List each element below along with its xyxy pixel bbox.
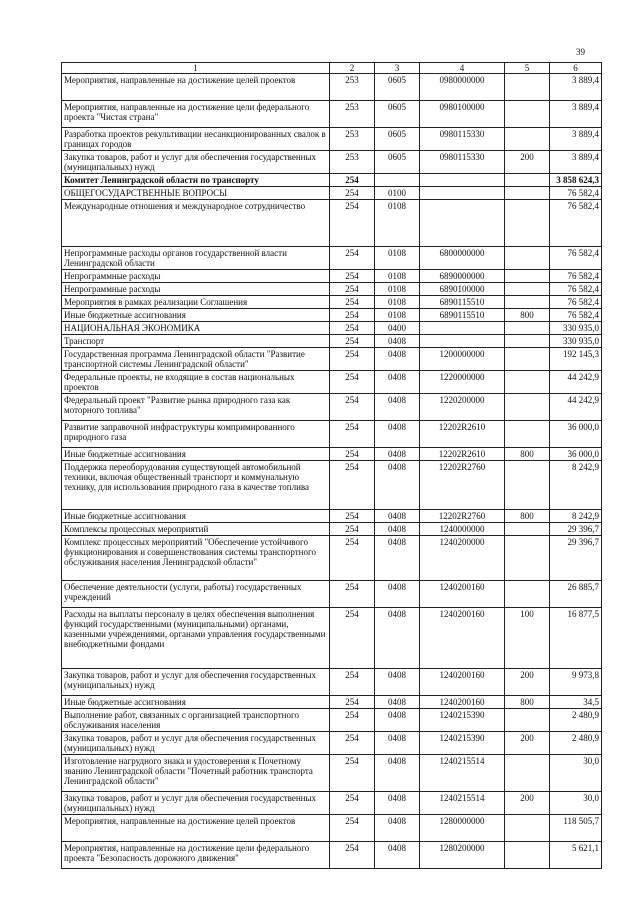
cell-code-2: 253 bbox=[330, 74, 375, 101]
cell-code-4: 12202R2610 bbox=[420, 448, 505, 461]
table-row bbox=[62, 792, 602, 815]
table-row bbox=[62, 608, 602, 669]
cell-code-2: 253 bbox=[330, 151, 375, 174]
cell-code-4: 1280000000 bbox=[420, 815, 505, 842]
table-row bbox=[62, 187, 602, 200]
cell-code-3: 0408 bbox=[375, 335, 420, 348]
cell-code-4: 1240200160 bbox=[420, 581, 505, 608]
table-row bbox=[62, 523, 602, 536]
cell-code-2: 254 bbox=[330, 523, 375, 536]
cell-code-2: 254 bbox=[330, 283, 375, 296]
cell-name: Комитет Ленинградской области по транспорту bbox=[62, 174, 330, 187]
cell-code-4: 1240200160 bbox=[420, 608, 505, 669]
cell-amount: 36 000,0 bbox=[550, 448, 602, 461]
cell-name: НАЦИОНАЛЬНАЯ ЭКОНОМИКА bbox=[62, 322, 330, 335]
cell-code-4: 0980115330 bbox=[420, 151, 505, 174]
cell-amount: 30,0 bbox=[550, 792, 602, 815]
cell-code-4: 1240215390 bbox=[420, 732, 505, 755]
cell-code-3: 0108 bbox=[375, 270, 420, 283]
cell-amount: 29 396,7 bbox=[550, 523, 602, 536]
cell-code-5: 200 bbox=[505, 732, 550, 755]
cell-code-4: 1220200000 bbox=[420, 394, 505, 421]
cell-code-4 bbox=[420, 322, 505, 335]
cell-code-5 bbox=[505, 283, 550, 296]
table-row bbox=[62, 128, 602, 151]
cell-code-4: 1240215514 bbox=[420, 755, 505, 792]
cell-name: Международные отношения и международное сотрудничество bbox=[62, 200, 330, 247]
cell-code-4: 1220000000 bbox=[420, 371, 505, 394]
header-cell-2: 2 bbox=[330, 63, 375, 74]
cell-code-3: 0605 bbox=[375, 101, 420, 128]
cell-code-3: 0408 bbox=[375, 842, 420, 869]
cell-code-3: 0605 bbox=[375, 151, 420, 174]
cell-code-2: 254 bbox=[330, 581, 375, 608]
cell-code-3: 0605 bbox=[375, 128, 420, 151]
cell-code-4: 1240215514 bbox=[420, 792, 505, 815]
cell-amount: 76 582,4 bbox=[550, 283, 602, 296]
cell-code-5 bbox=[505, 421, 550, 448]
cell-code-3: 0605 bbox=[375, 74, 420, 101]
cell-code-3: 0108 bbox=[375, 309, 420, 322]
table-row bbox=[62, 755, 602, 792]
cell-code-2: 254 bbox=[330, 348, 375, 371]
cell-code-2: 254 bbox=[330, 371, 375, 394]
cell-code-2: 254 bbox=[330, 815, 375, 842]
cell-code-3: 0108 bbox=[375, 283, 420, 296]
cell-code-4: 1240200000 bbox=[420, 536, 505, 581]
table-row bbox=[62, 732, 602, 755]
cell-name: Закупка товаров, работ и услуг для обеспечения государственных (муниципальных) нужд bbox=[62, 792, 330, 815]
table-row bbox=[62, 309, 602, 322]
cell-code-3: 0408 bbox=[375, 732, 420, 755]
cell-amount: 76 582,4 bbox=[550, 200, 602, 247]
cell-code-2: 254 bbox=[330, 792, 375, 815]
cell-code-2: 254 bbox=[330, 270, 375, 283]
cell-amount: 29 396,7 bbox=[550, 536, 602, 581]
header-cell-1: 1 bbox=[62, 63, 330, 74]
cell-amount: 16 877,5 bbox=[550, 608, 602, 669]
cell-code-3: 0400 bbox=[375, 322, 420, 335]
cell-name: Развитие заправочной инфраструктуры компримированного природного газа bbox=[62, 421, 330, 448]
budget-table bbox=[61, 62, 602, 869]
cell-code-3: 0100 bbox=[375, 187, 420, 200]
table-row bbox=[62, 283, 602, 296]
cell-code-5: 200 bbox=[505, 669, 550, 696]
cell-code-2: 254 bbox=[330, 536, 375, 581]
table-row bbox=[62, 709, 602, 732]
cell-code-4: 6890115510 bbox=[420, 296, 505, 309]
cell-code-4: 6890115510 bbox=[420, 309, 505, 322]
cell-code-5: 800 bbox=[505, 510, 550, 523]
cell-name: Разработка проектов рекультивации несанкционированных свалок в границах городов bbox=[62, 128, 330, 151]
cell-amount: 76 582,4 bbox=[550, 270, 602, 283]
table-row bbox=[62, 348, 602, 371]
cell-name: Изготовление нагрудного знака и удостоверения к Почетному званию Ленинградской области "Почетный работник транспорта Ленинградской области" bbox=[62, 755, 330, 792]
cell-amount: 76 582,4 bbox=[550, 296, 602, 309]
cell-code-5 bbox=[505, 842, 550, 869]
cell-code-4: 1240200160 bbox=[420, 696, 505, 709]
table-row bbox=[62, 421, 602, 448]
cell-name: Мероприятия, направленные на достижение цели федерального проекта "Безопасность дорожного движения" bbox=[62, 842, 330, 869]
cell-code-4: 6890000000 bbox=[420, 270, 505, 283]
cell-amount: 44 242,9 bbox=[550, 394, 602, 421]
table-row bbox=[62, 174, 602, 187]
table-row bbox=[62, 335, 602, 348]
cell-code-3: 0408 bbox=[375, 581, 420, 608]
cell-code-5 bbox=[505, 335, 550, 348]
cell-code-4: 1240000000 bbox=[420, 523, 505, 536]
cell-amount: 26 885,7 bbox=[550, 581, 602, 608]
cell-code-3: 0408 bbox=[375, 394, 420, 421]
cell-code-5 bbox=[505, 187, 550, 200]
table-row bbox=[62, 247, 602, 270]
cell-code-2: 254 bbox=[330, 296, 375, 309]
cell-amount: 330 935,0 bbox=[550, 322, 602, 335]
cell-code-3: 0408 bbox=[375, 696, 420, 709]
table-row bbox=[62, 371, 602, 394]
cell-amount: 3 889,4 bbox=[550, 128, 602, 151]
table-row bbox=[62, 322, 602, 335]
cell-code-2: 253 bbox=[330, 128, 375, 151]
cell-code-3: 0108 bbox=[375, 200, 420, 247]
cell-amount: 76 582,4 bbox=[550, 187, 602, 200]
cell-name: ОБЩЕГОСУДАРСТВЕННЫЕ ВОПРОСЫ bbox=[62, 187, 330, 200]
cell-code-5 bbox=[505, 371, 550, 394]
cell-code-3: 0408 bbox=[375, 755, 420, 792]
cell-name: Комплексы процессных мероприятий bbox=[62, 523, 330, 536]
cell-code-5 bbox=[505, 536, 550, 581]
cell-code-3: 0408 bbox=[375, 792, 420, 815]
cell-code-5 bbox=[505, 128, 550, 151]
cell-code-3 bbox=[375, 174, 420, 187]
cell-code-2: 254 bbox=[330, 608, 375, 669]
table-row bbox=[62, 151, 602, 174]
page-number: 39 bbox=[576, 47, 585, 57]
cell-code-3: 0408 bbox=[375, 510, 420, 523]
cell-amount: 3 889,4 bbox=[550, 101, 602, 128]
cell-code-5 bbox=[505, 755, 550, 792]
cell-amount: 36 000,0 bbox=[550, 421, 602, 448]
cell-name: Иные бюджетные ассигнования bbox=[62, 510, 330, 523]
cell-code-2: 254 bbox=[330, 709, 375, 732]
table-row bbox=[62, 669, 602, 696]
cell-code-3: 0408 bbox=[375, 523, 420, 536]
cell-code-5 bbox=[505, 581, 550, 608]
cell-amount: 3 889,4 bbox=[550, 151, 602, 174]
cell-code-3: 0408 bbox=[375, 461, 420, 510]
cell-amount: 9 973,8 bbox=[550, 669, 602, 696]
table-row bbox=[62, 74, 602, 101]
cell-code-2: 254 bbox=[330, 187, 375, 200]
cell-code-5 bbox=[505, 174, 550, 187]
cell-amount: 3 858 624,3 bbox=[550, 174, 602, 187]
cell-name: Иные бюджетные ассигнования bbox=[62, 309, 330, 322]
cell-code-2: 254 bbox=[330, 755, 375, 792]
cell-amount: 44 242,9 bbox=[550, 371, 602, 394]
cell-code-4: 12202R2610 bbox=[420, 421, 505, 448]
cell-code-2: 254 bbox=[330, 732, 375, 755]
cell-code-2: 254 bbox=[330, 421, 375, 448]
header-row bbox=[62, 63, 602, 74]
cell-code-3: 0108 bbox=[375, 296, 420, 309]
cell-amount: 5 621,1 bbox=[550, 842, 602, 869]
cell-code-5 bbox=[505, 247, 550, 270]
cell-code-3: 0408 bbox=[375, 608, 420, 669]
cell-name: Государственная программа Ленинградской области "Развитие транспортной системы Ленинградской области" bbox=[62, 348, 330, 371]
cell-name: Закупка товаров, работ и услуг для обеспечения государственных (муниципальных) нужд bbox=[62, 669, 330, 696]
cell-name: Непрограммные расходы bbox=[62, 283, 330, 296]
cell-name: Мероприятия, направленные на достижение целей проектов bbox=[62, 815, 330, 842]
cell-code-4: 12202R2760 bbox=[420, 510, 505, 523]
cell-code-5: 800 bbox=[505, 448, 550, 461]
table-row bbox=[62, 296, 602, 309]
cell-code-2: 254 bbox=[330, 309, 375, 322]
cell-amount: 30,0 bbox=[550, 755, 602, 792]
cell-code-4: 1240215390 bbox=[420, 709, 505, 732]
cell-code-4: 6800000000 bbox=[420, 247, 505, 270]
cell-code-5: 200 bbox=[505, 792, 550, 815]
cell-amount: 76 582,4 bbox=[550, 247, 602, 270]
cell-amount: 8 242,9 bbox=[550, 510, 602, 523]
table-row bbox=[62, 394, 602, 421]
cell-code-5 bbox=[505, 74, 550, 101]
cell-code-3: 0408 bbox=[375, 536, 420, 581]
cell-code-5 bbox=[505, 815, 550, 842]
cell-code-2: 254 bbox=[330, 394, 375, 421]
cell-code-4 bbox=[420, 187, 505, 200]
cell-name: Иные бюджетные ассигнования bbox=[62, 448, 330, 461]
header-cell-6: 6 bbox=[550, 63, 602, 74]
cell-name: Выполнение работ, связанных с организацией транспортного обслуживания населения bbox=[62, 709, 330, 732]
cell-code-5: 100 bbox=[505, 608, 550, 669]
cell-name: Иные бюджетные ассигнования bbox=[62, 696, 330, 709]
cell-code-2: 253 bbox=[330, 101, 375, 128]
cell-amount: 3 889,4 bbox=[550, 74, 602, 101]
table-row bbox=[62, 536, 602, 581]
cell-code-3: 0408 bbox=[375, 815, 420, 842]
cell-name: Транспорт bbox=[62, 335, 330, 348]
cell-code-4 bbox=[420, 174, 505, 187]
cell-amount: 330 935,0 bbox=[550, 335, 602, 348]
cell-code-2: 254 bbox=[330, 200, 375, 247]
table-row bbox=[62, 581, 602, 608]
table-row bbox=[62, 510, 602, 523]
cell-name: Закупка товаров, работ и услуг для обеспечения государственных (муниципальных) нужд bbox=[62, 151, 330, 174]
cell-code-2: 254 bbox=[330, 696, 375, 709]
table-row bbox=[62, 696, 602, 709]
cell-code-5 bbox=[505, 394, 550, 421]
cell-amount: 76 582,4 bbox=[550, 309, 602, 322]
cell-code-2: 254 bbox=[330, 174, 375, 187]
cell-code-2: 254 bbox=[330, 842, 375, 869]
cell-code-3: 0408 bbox=[375, 371, 420, 394]
cell-code-4: 6890100000 bbox=[420, 283, 505, 296]
cell-code-5: 800 bbox=[505, 309, 550, 322]
cell-code-3: 0408 bbox=[375, 421, 420, 448]
header-cell-5: 5 bbox=[505, 63, 550, 74]
table-row bbox=[62, 815, 602, 842]
cell-name: Поддержка переоборудования существующей автомобильной техники, включая общественный транспорт и коммунальную технику, для использования природного газа в качестве топлива bbox=[62, 461, 330, 510]
cell-code-2: 254 bbox=[330, 448, 375, 461]
cell-code-4: 0980115330 bbox=[420, 128, 505, 151]
cell-code-5: 800 bbox=[505, 696, 550, 709]
cell-name: Федеральные проекты, не входящие в состав национальных проектов bbox=[62, 371, 330, 394]
cell-code-5 bbox=[505, 270, 550, 283]
cell-code-2: 254 bbox=[330, 461, 375, 510]
table-row bbox=[62, 270, 602, 283]
cell-code-2: 254 bbox=[330, 335, 375, 348]
table-row bbox=[62, 448, 602, 461]
cell-code-3: 0408 bbox=[375, 709, 420, 732]
table-row bbox=[62, 842, 602, 869]
cell-code-5 bbox=[505, 296, 550, 309]
cell-name: Непрограммные расходы bbox=[62, 270, 330, 283]
cell-code-3: 0408 bbox=[375, 348, 420, 371]
table-body bbox=[62, 74, 602, 869]
cell-code-5 bbox=[505, 461, 550, 510]
cell-amount: 2 480,9 bbox=[550, 709, 602, 732]
cell-amount: 118 505,7 bbox=[550, 815, 602, 842]
cell-code-4 bbox=[420, 335, 505, 348]
cell-code-2: 254 bbox=[330, 669, 375, 696]
cell-name: Мероприятия, направленные на достижение цели федерального проекта "Чистая страна" bbox=[62, 101, 330, 128]
cell-code-4 bbox=[420, 200, 505, 247]
cell-amount: 8 242,9 bbox=[550, 461, 602, 510]
cell-name: Мероприятия, направленные на достижение целей проектов bbox=[62, 74, 330, 101]
cell-amount: 2 480,9 bbox=[550, 732, 602, 755]
table-row bbox=[62, 461, 602, 510]
cell-amount: 34,5 bbox=[550, 696, 602, 709]
cell-name: Мероприятия в рамках реализации Соглашения bbox=[62, 296, 330, 309]
cell-amount: 192 145,3 bbox=[550, 348, 602, 371]
cell-code-4: 1280200000 bbox=[420, 842, 505, 869]
cell-code-3: 0108 bbox=[375, 247, 420, 270]
cell-code-3: 0408 bbox=[375, 669, 420, 696]
cell-code-5 bbox=[505, 348, 550, 371]
cell-code-4: 0980000000 bbox=[420, 74, 505, 101]
cell-name: Непрограммные расходы органов государственной власти Ленинградской области bbox=[62, 247, 330, 270]
cell-name: Федеральный проект "Развитие рынка природного газа как моторного топлива" bbox=[62, 394, 330, 421]
cell-code-5 bbox=[505, 322, 550, 335]
cell-name: Расходы на выплаты персоналу в целях обеспечения выполнения функций государственными (муниципальными) органами, казенными учреждениями, органами управления государственными внебюджетными фондами bbox=[62, 608, 330, 669]
cell-code-5 bbox=[505, 523, 550, 536]
cell-name: Закупка товаров, работ и услуг для обеспечения государственных (муниципальных) нужд bbox=[62, 732, 330, 755]
cell-code-2: 254 bbox=[330, 247, 375, 270]
table-row bbox=[62, 200, 602, 247]
cell-code-5: 200 bbox=[505, 151, 550, 174]
table-row bbox=[62, 101, 602, 128]
cell-name: Обеспечение деятельности (услуги, работы) государственных учреждений bbox=[62, 581, 330, 608]
cell-code-5 bbox=[505, 101, 550, 128]
cell-code-4: 12202R2760 bbox=[420, 461, 505, 510]
cell-code-2: 254 bbox=[330, 322, 375, 335]
cell-code-5 bbox=[505, 200, 550, 247]
cell-code-2: 254 bbox=[330, 510, 375, 523]
header-cell-3: 3 bbox=[375, 63, 420, 74]
header-cell-4: 4 bbox=[420, 63, 505, 74]
cell-code-4: 1240200160 bbox=[420, 669, 505, 696]
cell-code-4: 1200000000 bbox=[420, 348, 505, 371]
cell-code-4: 0980100000 bbox=[420, 101, 505, 128]
cell-code-5 bbox=[505, 709, 550, 732]
cell-code-3: 0408 bbox=[375, 448, 420, 461]
cell-name: Комплекс процессных мероприятий "Обеспечение устойчивого функционирования и совершенствования системы транспортного обслуживания населения Ленинградской области" bbox=[62, 536, 330, 581]
